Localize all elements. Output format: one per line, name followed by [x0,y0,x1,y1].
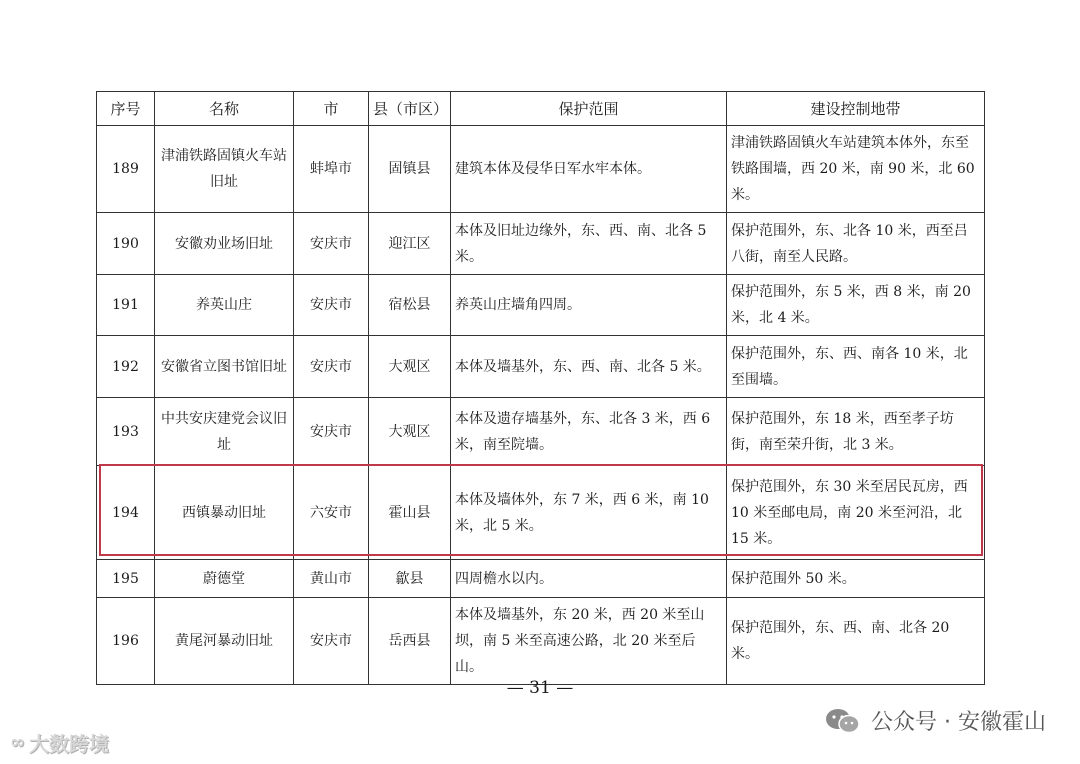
row-county: 固镇县 [369,126,451,213]
row-city: 六安市 [294,466,369,560]
account-watermark [823,705,1046,736]
row-zone: 保护范围外，东 18 米，西至孝子坊街，南至荣升街，北 3 米。 [727,398,985,466]
row-city: 安庆市 [294,213,369,275]
row-city: 安庆市 [294,398,369,466]
header-county: 县（市区） [369,92,451,126]
row-name: 安徽劝业场旧址 [155,213,294,275]
row-scope: 本体及墙体外，东 7 米，西 6 米，南 10 米，北 5 米。 [451,466,727,560]
row-county: 歙县 [369,560,451,598]
row-zone: 保护范围外，东 5 米，西 8 米，南 20 米，北 4 米。 [727,275,985,336]
watermark-left-text: 大数跨境 [29,732,109,756]
row-zone: 保护范围外，东、西、南各 10 米，北至围墙。 [727,336,985,398]
header-no: 序号 [97,92,155,126]
row-no: 194 [97,466,155,560]
watermark-right-text: 公众号 · 安徽霍山 [871,710,1046,735]
row-name: 蔚德堂 [155,560,294,598]
table-row [97,275,985,336]
table-row-highlighted [97,466,985,560]
row-no: 193 [97,398,155,466]
row-city: 安庆市 [294,598,369,685]
row-county: 大观区 [369,336,451,398]
row-scope: 本体及遗存墙基外，东、北各 3 米，西 6 米，南至院墙。 [451,398,727,466]
row-no: 192 [97,336,155,398]
row-county: 霍山县 [369,466,451,560]
row-city: 安庆市 [294,336,369,398]
row-name: 津浦铁路固镇火车站旧址 [155,126,294,213]
row-zone: 保护范围外，东 30 米至居民瓦房，西 10 米至邮电局，南 20 米至河沿，北 15 米。 [727,466,985,560]
row-city: 蚌埠市 [294,126,369,213]
row-zone: 津浦铁路固镇火车站建筑本体外，东至铁路围墙，西 20 米，南 90 米，北 60 米。 [727,126,985,213]
header-scope: 保护范围 [451,92,727,126]
row-county: 宿松县 [369,275,451,336]
row-city: 黄山市 [294,560,369,598]
row-county: 迎江区 [369,213,451,275]
watermark-logo [10,728,109,757]
row-name: 中共安庆建党会议旧址 [155,398,294,466]
row-no: 189 [97,126,155,213]
row-no: 195 [97,560,155,598]
header-city: 市 [294,92,369,126]
header-name: 名称 [155,92,294,126]
table-row [97,598,985,685]
table-header-row [97,92,985,126]
table-row [97,126,985,213]
row-scope: 养英山庄墙角四周。 [451,275,727,336]
row-city: 安庆市 [294,275,369,336]
row-no: 191 [97,275,155,336]
header-zone: 建设控制地带 [727,92,985,126]
row-no: 196 [97,598,155,685]
table-row [97,398,985,466]
row-scope: 本体及旧址边缘外，东、西、南、北各 5 米。 [451,213,727,275]
row-name: 黄尾河暴动旧址 [155,598,294,685]
row-no: 190 [97,213,155,275]
row-county: 大观区 [369,398,451,466]
table-row [97,336,985,398]
heritage-table [96,91,985,685]
row-zone: 保护范围外，东、西、南、北各 20 米。 [727,598,985,685]
brand-logo-icon: ∞ [10,732,25,753]
row-scope: 本体及墙基外，东 20 米，西 20 米至山坝，南 5 米至高速公路，北 20 米至后山。 [451,598,727,685]
row-scope: 建筑本体及侵华日军水牢本体。 [451,126,727,213]
row-zone: 保护范围外，东、北各 10 米，西至吕八街，南至人民路。 [727,213,985,275]
row-scope: 本体及墙基外，东、西、南、北各 5 米。 [451,336,727,398]
row-county: 岳西县 [369,598,451,685]
wechat-icon [823,707,863,735]
table-row [97,560,985,598]
table-row [97,213,985,275]
row-name: 养英山庄 [155,275,294,336]
row-zone: 保护范围外 50 米。 [727,560,985,598]
page-number: — 31 — [506,678,574,698]
row-name: 西镇暴动旧址 [155,466,294,560]
row-scope: 四周檐水以内。 [451,560,727,598]
row-name: 安徽省立图书馆旧址 [155,336,294,398]
